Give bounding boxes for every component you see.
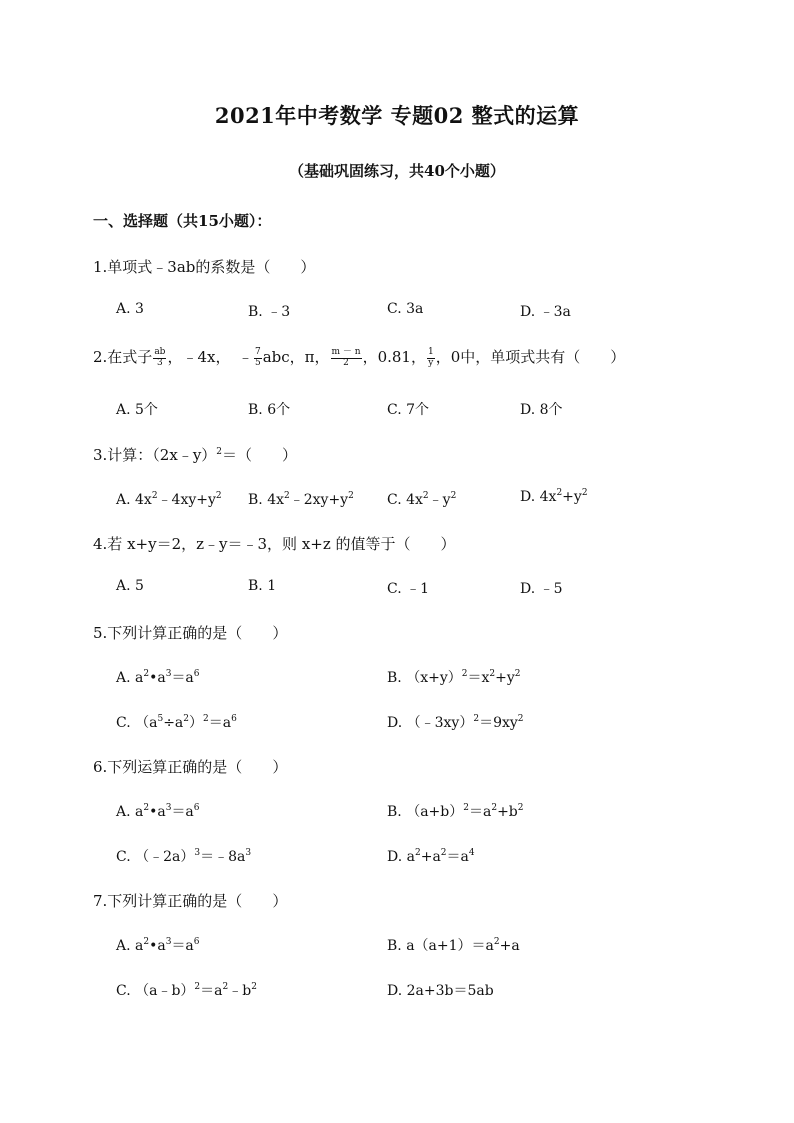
fraction-7-over-5: $\frac{7}{5}$ xyxy=(254,347,261,368)
question-2-stem xyxy=(93,346,625,368)
q2-segment-3: ，0.81， xyxy=(362,348,426,366)
q1-option-b: B. ﹣3 xyxy=(248,304,291,320)
q1-option-c: C. 3a xyxy=(387,301,424,317)
section-heading: 一、选择题（共15小题）： xyxy=(93,212,272,230)
question-4-stem: 4.若 x+y＝2，z﹣y＝﹣3，则 x+z 的值等于（ ） xyxy=(93,535,456,553)
q4-option-b: B. 1 xyxy=(248,578,277,594)
q2-option-c: C. 7个 xyxy=(387,402,430,418)
fraction-ab-over-3: $\frac{ab}{3}$ xyxy=(154,347,166,368)
fraction-m-minus-n-over-2: $\frac{m - n}{2}$ xyxy=(331,347,361,368)
q4-option-d: D. ﹣5 xyxy=(520,581,563,597)
q7-option-d: D. 2a+3b＝5ab xyxy=(387,983,494,999)
q1-option-a: A. 3 xyxy=(116,301,144,317)
q2-option-b: B. 6个 xyxy=(248,402,291,418)
q3-option-a: A. $4x^2﹣4xy+y^2$ xyxy=(116,491,222,508)
question-7-stem: 7.下列计算正确的是（ ） xyxy=(93,892,288,910)
q2-option-a: A. 5个 xyxy=(116,402,158,418)
question-1-stem: 1.单项式﹣3ab的系数是（ ） xyxy=(93,258,316,276)
q7-option-c: C. $(a﹣b)^2=a^2﹣b^2$ xyxy=(116,982,257,999)
question-5-stem: 5.下列计算正确的是（ ） xyxy=(93,624,288,642)
q2-segment-2: abc，π， xyxy=(262,348,330,366)
q6-option-b: B. $(a+b)^2=a^2+b^2$ xyxy=(387,803,524,820)
question-6-stem: 6.下列运算正确的是（ ） xyxy=(93,758,288,776)
q5-option-a: A. $a^2•a^3=a^6$ xyxy=(116,669,200,686)
q4-option-c: C. ﹣1 xyxy=(387,581,430,597)
q3-option-b: B. $4x^2﹣2xy+y^2$ xyxy=(248,491,354,508)
document-title: 2021年中考数学 专题02 整式的运算 xyxy=(214,103,580,128)
q2-option-d: D. 8个 xyxy=(520,402,563,418)
q3-option-c: C. $4x^2﹣y^2$ xyxy=(387,491,457,508)
q6-option-c: C. $(﹣2a)^3=﹣8a^3$ xyxy=(116,848,252,865)
q7-option-a: A. $a^2•a^3=a^6$ xyxy=(116,937,200,954)
q7-option-b: B. $a(a+1)=a^2+a$ xyxy=(387,937,520,954)
q6-option-a: A. $a^2•a^3=a^6$ xyxy=(116,803,200,820)
q4-option-a: A. 5 xyxy=(116,578,144,594)
q2-segment-1: ，﹣4x， ﹣ xyxy=(167,348,253,366)
q5-option-d: D. $(﹣3xy)^2=9xy^2$ xyxy=(387,714,524,731)
fraction-1-over-y: $\frac{1}{y}$ xyxy=(427,347,434,368)
q1-option-d: D. ﹣3a xyxy=(520,304,571,320)
q5-option-c: C. $(a^5\div a^2)^2=a^6$ xyxy=(116,714,237,731)
question-3-stem: 3.计算：（2x﹣y）$^2$＝（ ） xyxy=(93,446,298,464)
document-subtitle: （基础巩固练习，共40个小题） xyxy=(289,162,505,180)
q5-option-b: B. $(x+y)^2=x^2+y^2$ xyxy=(387,669,521,686)
q2-prefix: 2.在式子 xyxy=(93,348,153,366)
q6-option-d: D. $a^2+a^2=a^4$ xyxy=(387,848,475,865)
q3-option-d: D. $4x^2+y^2$ xyxy=(520,488,588,505)
q2-suffix: ，0中，单项式共有（ ） xyxy=(435,348,626,366)
